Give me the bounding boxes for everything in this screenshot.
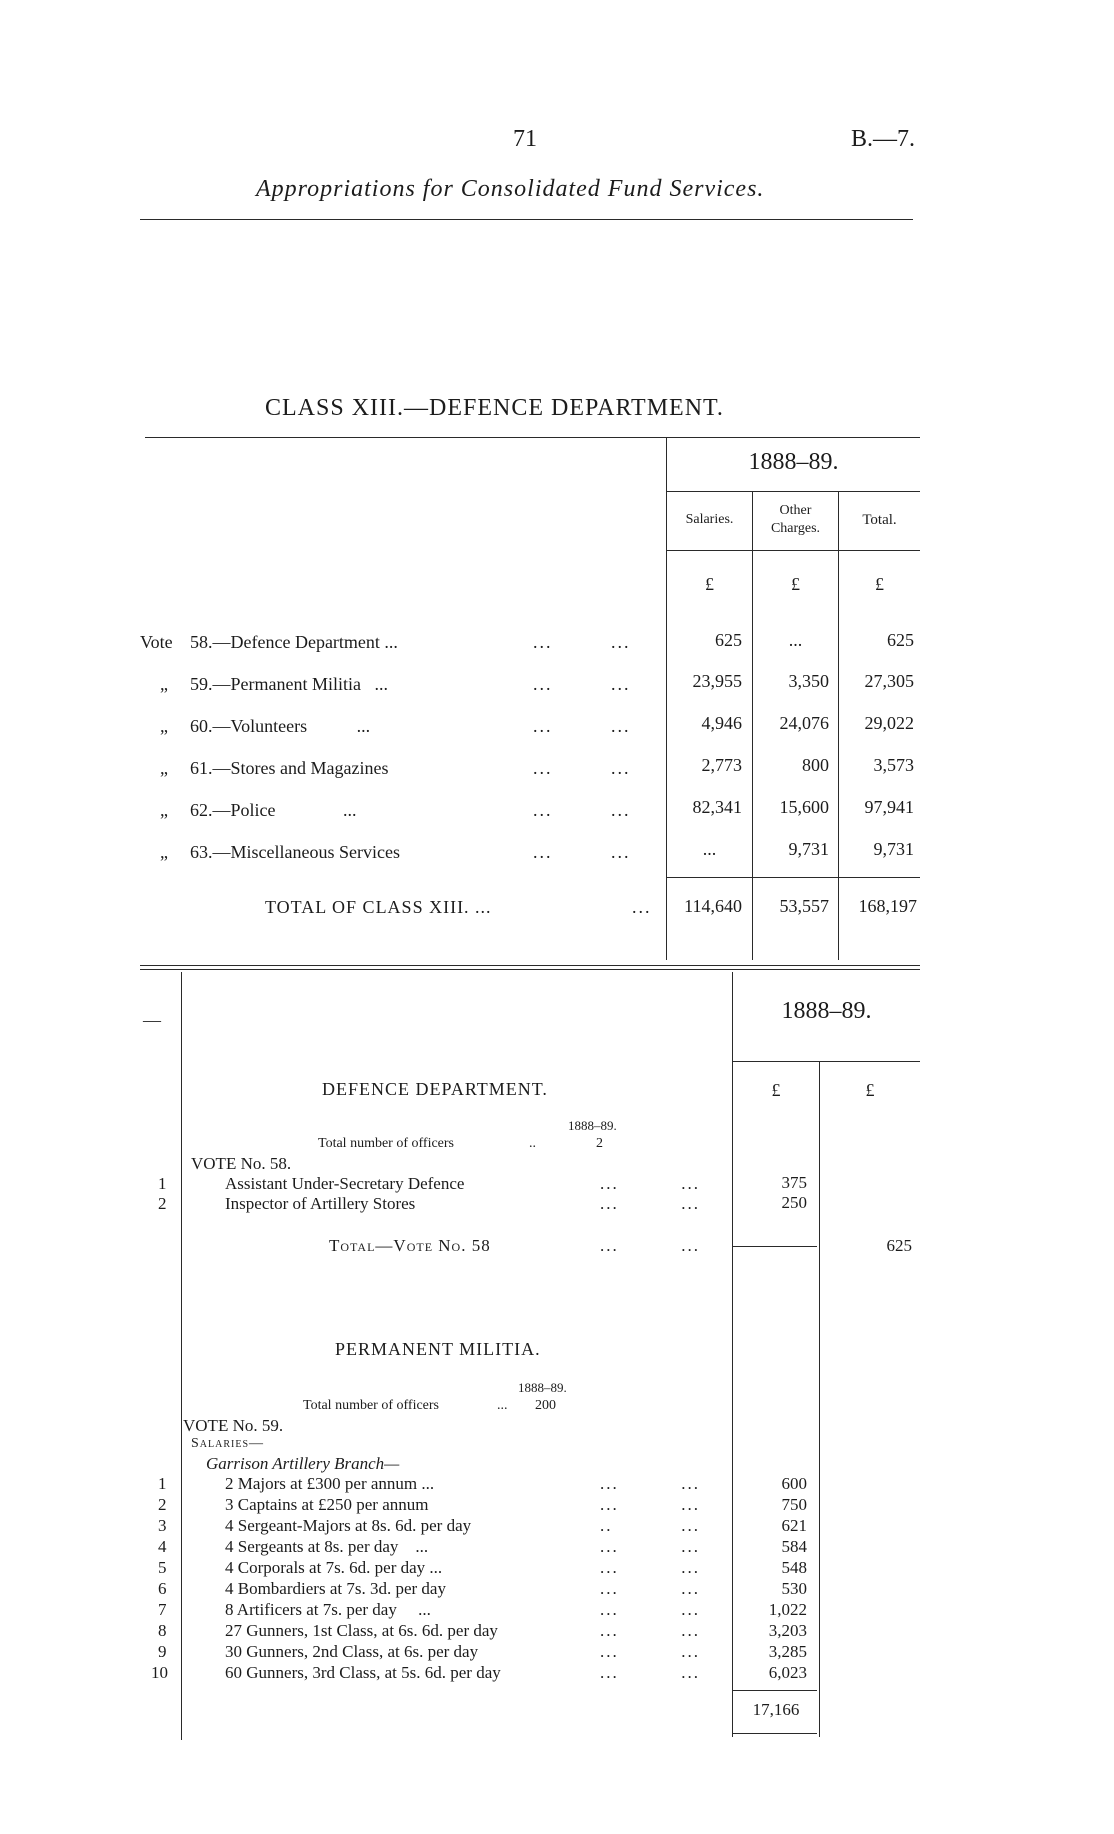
vote-58-total-amount: 625 [886, 1236, 912, 1255]
item-description: 8 Artificers at 7s. per day ... [225, 1600, 431, 1619]
leader-dots: ... ... [533, 674, 631, 694]
leader-dots: ... ... [533, 800, 631, 820]
defence-officers-year: 1888–89. [568, 1118, 617, 1133]
item-amount: 750 [781, 1495, 807, 1514]
leader-dots: ... ... [600, 1642, 700, 1661]
item-number: 1 [158, 1174, 167, 1193]
item-amount: 548 [781, 1558, 807, 1577]
salaries-value: 23,955 [692, 671, 742, 691]
item-description: 30 Gunners, 2nd Class, at 6s. per day [225, 1642, 479, 1661]
item-amount: 621 [781, 1516, 807, 1535]
leader-dots: ... ... [533, 842, 631, 862]
header-rule [140, 219, 913, 220]
other-value: 15,600 [779, 797, 829, 817]
vote-59-label: VOTE No. 59. [183, 1416, 284, 1435]
detail-subtotal-vrule [819, 1061, 820, 1737]
vote-marker: Vote [140, 632, 173, 652]
item-description: 3 Captains at £250 per annum [225, 1495, 429, 1514]
leader-dots: ... ... [600, 1558, 700, 1577]
militia-officers-year: 1888–89. [518, 1380, 567, 1395]
item-description: 4 Bombardiers at 7s. 3d. per day [225, 1579, 446, 1598]
total-value: 9,731 [873, 839, 914, 859]
page-reference: B.—7. [851, 126, 916, 152]
leader-dots: ... [632, 897, 652, 917]
leader-dots: .. ... [600, 1516, 700, 1535]
left-column-dash: — [143, 1010, 161, 1030]
vote-marker: „ [160, 842, 168, 862]
class-title: CLASS XIII.—DEFENCE DEPARTMENT. [265, 395, 724, 421]
vote-description: 63.—Miscellaneous Services [190, 842, 400, 862]
other-value: 9,731 [788, 839, 829, 859]
total-other: 53,557 [779, 896, 829, 916]
item-amount: 3,285 [768, 1642, 807, 1661]
item-amount: 3,203 [768, 1621, 807, 1640]
vote-58-label: VOTE No. 58. [191, 1154, 292, 1173]
leader-dots: ... ... [600, 1663, 700, 1682]
vote-marker: „ [160, 674, 168, 694]
leader-dots: ... ... [600, 1236, 700, 1255]
defence-section-title: DEFENCE DEPARTMENT. [322, 1079, 548, 1099]
salaries-subheading: Salaries— [191, 1436, 265, 1451]
vote-description: 59.—Permanent Militia ... [190, 674, 388, 694]
vote-description: 61.—Stores and Magazines [190, 758, 389, 778]
total-value: 29,022 [864, 713, 914, 733]
item-number: 7 [158, 1600, 167, 1619]
detail-left-vrule [181, 972, 182, 1740]
leader-dots: ... ... [600, 1474, 700, 1493]
vote-description: 58.—Defence Department ... [190, 632, 398, 652]
total-value: 625 [887, 630, 914, 650]
other-value: 3,350 [788, 671, 829, 691]
section-rule-1 [140, 965, 920, 966]
militia-officers-dots: ... [497, 1398, 508, 1413]
leader-dots: ... ... [600, 1600, 700, 1619]
defence-officers-dots: .. [529, 1136, 536, 1151]
militia-subtotal: 17,166 [752, 1700, 800, 1719]
item-description: 4 Corporals at 7s. 6d. per day ... [225, 1558, 443, 1577]
item-number: 6 [158, 1579, 167, 1598]
salaries-value: 2,773 [701, 755, 742, 775]
section-rule-2 [140, 969, 920, 970]
detail-year-heading: 1888–89. [781, 998, 872, 1024]
leader-dots: ... ... [600, 1579, 700, 1598]
militia-section-title: PERMANENT MILITIA. [335, 1339, 541, 1359]
total-salaries: 114,640 [684, 896, 742, 916]
item-amount: 375 [781, 1173, 807, 1192]
item-number: 1 [158, 1474, 167, 1493]
item-description: 27 Gunners, 1st Class, at 6s. 6d. per day [225, 1621, 498, 1640]
vote-marker: „ [160, 800, 168, 820]
detail-year-rule [733, 1061, 920, 1062]
leader-dots: ... ... [600, 1174, 700, 1193]
leader-dots: ... ... [600, 1495, 700, 1514]
defence-officers-label: Total number of officers [318, 1136, 454, 1151]
leader-dots: ... ... [533, 758, 631, 778]
militia-subtotal-rule [733, 1690, 817, 1691]
detail-currency-amount: £ [771, 1080, 781, 1100]
item-number: 10 [151, 1663, 168, 1682]
col-salaries-heading: Salaries. [685, 512, 734, 527]
item-amount: 600 [781, 1474, 807, 1493]
item-number: 4 [158, 1537, 167, 1556]
item-number: 2 [158, 1495, 167, 1514]
item-number: 5 [158, 1558, 167, 1577]
salaries-value: ... [702, 839, 717, 859]
item-amount: 250 [781, 1193, 807, 1212]
branch-subheading: Garrison Artillery Branch— [206, 1454, 400, 1473]
item-description: 2 Majors at £300 per annum ... [225, 1474, 435, 1493]
leader-dots: ... ... [600, 1537, 700, 1556]
leader-dots: ... ... [600, 1194, 700, 1213]
currency-salaries: £ [705, 574, 714, 594]
item-number: 3 [158, 1516, 167, 1535]
leader-dots: ... ... [533, 716, 631, 736]
vote-description: 62.—Police ... [190, 800, 357, 820]
salaries-value: 82,341 [692, 797, 742, 817]
item-number: 8 [158, 1621, 167, 1640]
summary-top-rule [145, 437, 920, 438]
vote-58-total-label: Total—Vote No. 58 [329, 1236, 491, 1255]
salaries-value: 4,946 [701, 713, 742, 733]
col-other-heading-2: Charges. [770, 521, 821, 536]
col-total-heading: Total. [862, 512, 897, 528]
total-label: TOTAL OF CLASS XIII. ... [265, 897, 492, 917]
other-value: 800 [802, 755, 829, 775]
summary-total-rule [667, 877, 920, 878]
item-number: 9 [158, 1642, 167, 1661]
item-description: Inspector of Artillery Stores [225, 1194, 416, 1213]
leader-dots: ... ... [600, 1621, 700, 1640]
salaries-value: 625 [715, 630, 742, 650]
defence-officers-count: 2 [596, 1136, 603, 1151]
item-number: 2 [158, 1194, 167, 1213]
detail-currency-subtotal: £ [865, 1080, 875, 1100]
page-number: 71 [513, 126, 537, 152]
item-amount: 530 [781, 1579, 807, 1598]
item-description: 4 Sergeant-Majors at 8s. 6d. per day [225, 1516, 472, 1535]
currency-total: £ [875, 574, 884, 594]
item-description: Assistant Under-Secretary Defence [225, 1174, 465, 1193]
militia-officers-label: Total number of officers [303, 1398, 439, 1413]
summary-year-rule [667, 491, 920, 492]
other-value: ... [788, 630, 803, 650]
currency-other: £ [791, 574, 800, 594]
item-amount: 6,023 [768, 1663, 807, 1682]
vote-marker: „ [160, 716, 168, 736]
item-description: 60 Gunners, 3rd Class, at 5s. 6d. per day [225, 1663, 501, 1682]
item-description: 4 Sergeants at 8s. per day ... [225, 1537, 429, 1556]
running-title: Appropriations for Consolidated Fund Services. [256, 176, 765, 202]
summary-year-heading: 1888–89. [748, 449, 839, 475]
other-value: 24,076 [779, 713, 829, 733]
vote-58-total-rule [733, 1246, 817, 1247]
leader-dots: ... ... [533, 632, 631, 652]
total-total: 168,197 [858, 896, 917, 916]
total-value: 97,941 [864, 797, 914, 817]
item-amount: 584 [781, 1537, 807, 1556]
militia-officers-count: 200 [535, 1398, 556, 1413]
col-other-heading-1: Other [779, 503, 812, 518]
total-value: 27,305 [864, 671, 914, 691]
militia-subtotal-underline [733, 1733, 817, 1734]
item-amount: 1,022 [768, 1600, 807, 1619]
total-value: 3,573 [873, 755, 914, 775]
vote-description: 60.—Volunteers ... [190, 716, 371, 736]
vote-marker: „ [160, 758, 168, 778]
summary-colhead-rule [667, 550, 920, 551]
